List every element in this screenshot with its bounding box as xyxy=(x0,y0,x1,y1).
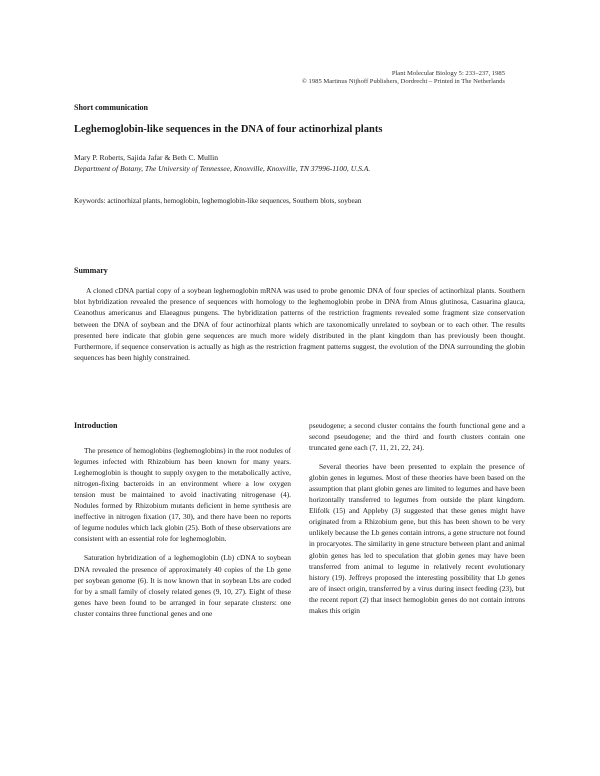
intro-paragraph-1: The presence of hemoglobins (leghemoglobins) in the root nodules of legumes infected with Rhizobium has been known for many years. Leghemoglobin is thought to supply oxygen to the metabolically active, nitrogen-fixing bacteroids in an environment where a low oxygen tension must be maintained to avoid inactivating nitrogenase (4). Nodules formed by Rhizobium mutants deficient in heme synthesis are ineffective in nitrogen fixation (17, 30), and there have been no reports of legume nodules which lack globin (25). Both of these observations are consistent with an essential role for leghemoglobin. xyxy=(74,446,291,544)
journal-citation xyxy=(302,70,505,86)
article-authors: Mary P. Roberts, Sajida Jafar & Beth C. Mullin xyxy=(74,153,219,162)
summary-text: A cloned cDNA partial copy of a soybean leghemoglobin mRNA was used to probe genomic DNA of four species of actinorhizal plants. Southern blot hybridization revealed the presence of sequences with homology to the leghemoglobin probe in DNA from Alnus glutinosa, Casuarina glauca, Ceanothus americanus and Elaeagnus pungens. The hybridization patterns of the restriction fragments revealed some fragment size conservation between the DNA of soybean and the DNA of four actinorhizal plants which are taxonomically unrelated to soybean or to each other. The results presented here indicate that globin gene sequences are much more widely distributed in the plant kingdom than has previously been thought. Furthermore, if sequence conservation is actually as high as the restriction fragment patterns suggest, the evolution of the DNA surrounding the globin sequences has been highly constrained. xyxy=(74,286,525,363)
introduction-heading: Introduction xyxy=(74,421,118,430)
summary-heading: Summary xyxy=(74,266,108,275)
column-left xyxy=(74,420,291,619)
journal-line-2: © 1985 Martinus Nijhoff Publishers, Dordrecht – Printed in The Netherlands xyxy=(301,78,505,85)
article-title: Leghemoglobin-like sequences in the DNA of four actinorhizal plants xyxy=(74,124,383,135)
article-type: Short communication xyxy=(74,103,148,112)
intro-paragraph-3: pseudogene; a second cluster contains the fourth functional gene and a second pseudogene; and the third and fourth clusters contain one truncated gene each (7, 11, 21, 22, 24). xyxy=(309,421,525,453)
intro-paragraph-2: Saturation hybridization of a leghemoglobin (Lb) cDNA to soybean DNA revealed the presence of approximately 40 copies of the Lb gene per soybean genome (6). It is now known that in soybean Lbs are coded for by a small family of closely related genes (9, 10, 27). Eight of these genes have been found to be arranged in four separate clusters: one cluster contains three functional genes and one xyxy=(74,553,291,618)
article-keywords: Keywords: actinorhizal plants, hemoglobin, leghemoglobin-like sequences, Southern blots, soybean xyxy=(74,197,362,205)
column-right xyxy=(309,420,525,616)
article-affiliation: Department of Botany, The University of Tennessee, Knoxville, Knoxville, TN 37996-1100, U.S.A. xyxy=(74,164,371,173)
intro-paragraph-4: Several theories have been presented to explain the presence of globin genes in legumes. Most of these theories have been based on the assumption that plant globin genes are limited to legumes and have been horizontally transferred to legumes from outside the plant kingdom. Elifolk (15) and Appleby (3) suggested that these genes might have originated from a Rhizobium gene, but this has been shown to be very unlikely because the Lb genes contain introns, a gene structure not found in procaryotes. The similarity in gene structure between plant and animal globin genes has led to speculation that globin genes may have been transferred from animal to legume in relatively recent evolutionary history (19). Jeffreys proposed the interesting possibility that Lb genes are of insect origin, transferred by a virus during insect feeding (23), but the recent report (2) that insect hemoglobin genes do not contain introns makes this origin xyxy=(309,462,525,615)
journal-line-1: Plant Molecular Biology 5: 233–237, 1985 xyxy=(391,70,505,77)
